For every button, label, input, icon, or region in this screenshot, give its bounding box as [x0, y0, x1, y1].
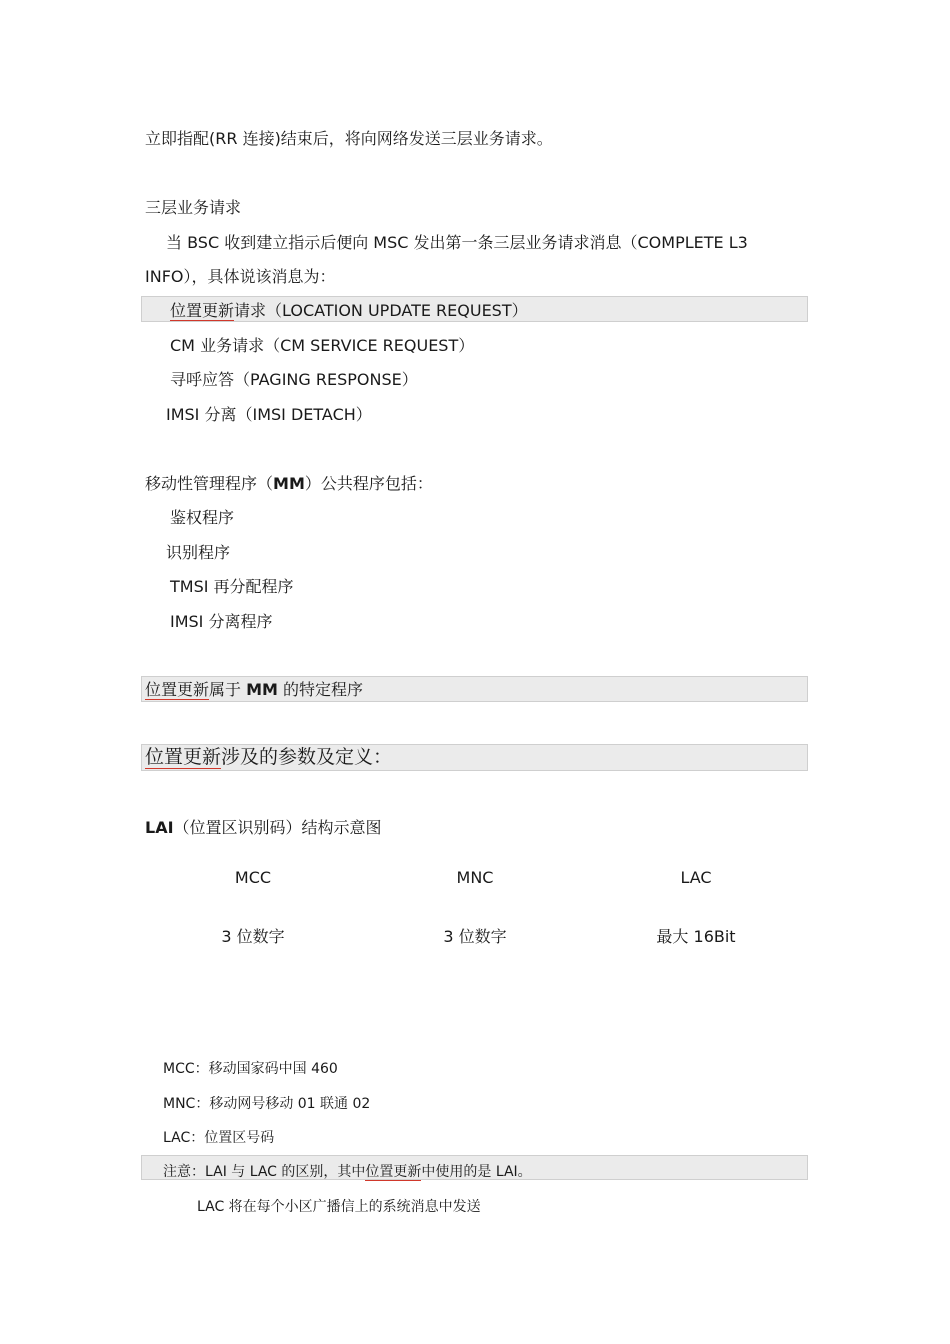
- l3-description-line2: INFO），具体说该消息为：: [145, 267, 336, 286]
- note-mcc: MCC：移动国家码中国 460: [163, 1061, 338, 1077]
- params-heading: [145, 745, 392, 769]
- message-item-location-update: [170, 300, 528, 322]
- lai-value-mnc: 3 位数字: [443, 927, 507, 946]
- lai-title-text: （位置区识别码）结构示意图: [173, 818, 382, 837]
- mm-item-imsi-detach: IMSI 分离程序: [170, 612, 273, 631]
- note-lac: LAC：位置区号码: [163, 1130, 275, 1146]
- lai-header-mcc: MCC: [234, 868, 272, 887]
- mm-procedures-title: [145, 473, 433, 495]
- mm-item-authentication: 鉴权程序: [170, 508, 235, 527]
- lai-header-mnc: MNC: [456, 868, 494, 887]
- underlined-term: 位置更新: [145, 746, 222, 768]
- message-item-cm-service: CM 业务请求（CM SERVICE REQUEST）: [170, 336, 475, 355]
- message-item-paging-response: 寻呼应答（PAGING RESPONSE）: [170, 370, 418, 389]
- note-broadcast: LAC 将在每个小区广播信上的系统消息中发送: [197, 1199, 481, 1215]
- mm-title-pre: 移动性管理程序（: [145, 474, 274, 493]
- underlined-term: 位置更新: [145, 680, 210, 699]
- lai-value-lac: 最大 16Bit: [656, 927, 736, 946]
- attention-pre: 注意：LAI 与 LAC 的区别，其中: [163, 1164, 366, 1180]
- special-mid: 属于: [209, 680, 247, 699]
- section-title-l3-request: 三层业务请求: [145, 198, 242, 217]
- intro-paragraph: [145, 128, 553, 150]
- mm-item-tmsi-reallocation: TMSI 再分配程序: [170, 577, 294, 596]
- mm-title-bold: MM: [273, 474, 305, 493]
- l3-description-line1: 当 BSC 收到建立指示后便向 MSC 发出第一条三层业务请求消息（COMPLETE L3: [166, 233, 748, 252]
- intro-text: 立即指配(RR 连接)结束后，将向网络发送三层业务请求。: [145, 129, 553, 148]
- lai-title: [145, 817, 382, 839]
- message-item-imsi-detach: IMSI 分离（IMSI DETACH）: [166, 405, 372, 424]
- note-attention: [163, 1162, 532, 1182]
- attention-post: 中使用的是 LAI。: [421, 1164, 532, 1180]
- lai-value-mcc: 3 位数字: [221, 927, 285, 946]
- mm-item-identification: 识别程序: [166, 543, 231, 562]
- special-post: 的特定程序: [277, 680, 364, 699]
- note-mnc: MNC：移动网号移动 01 联通 02: [163, 1096, 371, 1112]
- lai-header-lac: LAC: [680, 868, 712, 887]
- special-procedure-line: [145, 679, 363, 701]
- underlined-term: 位置更新: [170, 301, 235, 320]
- mm-title-post: ）公共程序包括：: [304, 474, 433, 493]
- lai-bold: LAI: [145, 818, 174, 837]
- params-heading-text: 涉及的参数及定义：: [221, 746, 393, 768]
- underlined-term: 位置更新: [365, 1164, 422, 1180]
- message-item-text: 请求（LOCATION UPDATE REQUEST）: [234, 301, 528, 320]
- special-bold: MM: [246, 680, 278, 699]
